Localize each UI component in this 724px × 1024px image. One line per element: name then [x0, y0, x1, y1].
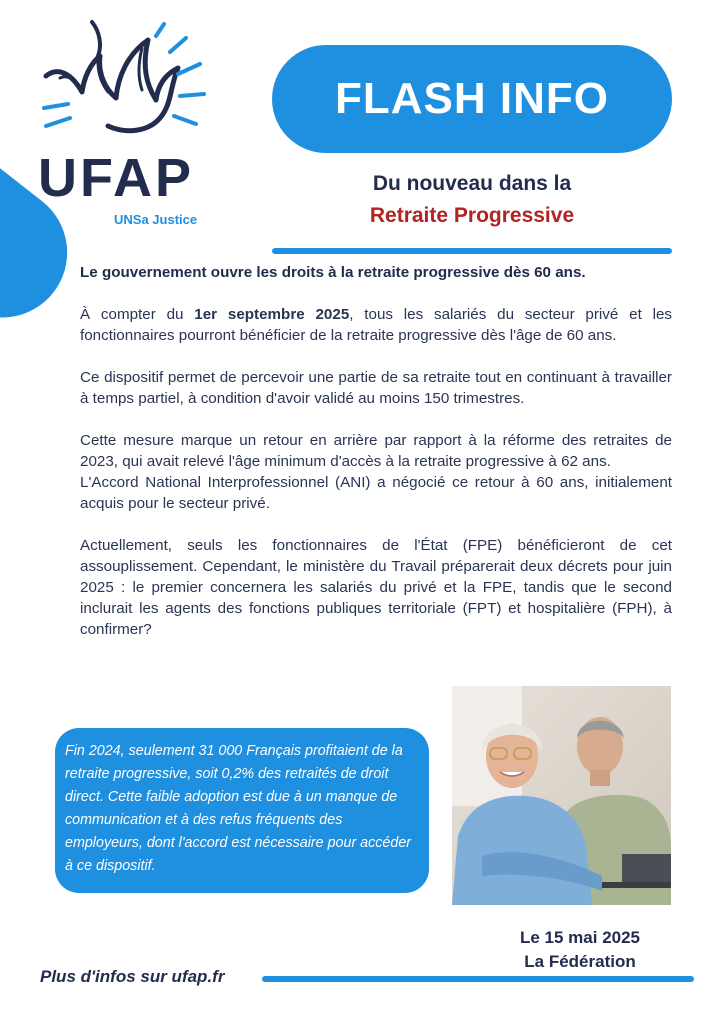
- paragraph-3: Cette mesure marque un retour en arrière par rapport à la réforme des retraites de 2023, qui avait relevé l'âge minimum d'accès à la retraite progressive à 62 ans.: [80, 432, 672, 470]
- publication-date: Le 15 mai 2025: [519, 928, 641, 947]
- logo-subtitle: UNSa Justice: [114, 212, 198, 227]
- ufap-logo: [38, 18, 218, 227]
- paragraph-4: L'Accord National Interprofessionnel (ANI) a négocié ce retour à 60 ans, initialement acquis pour le secteur privé.: [80, 474, 672, 512]
- paragraph-1-intro: À compter du: [80, 306, 195, 323]
- bird-flame-icon: [38, 18, 218, 153]
- paragraph-1-rest: , tous les salariés du secteur privé et les fonctionnaires pourront bénéficier de la retraite progressive dès l'âge de 60 ans.: [80, 306, 673, 344]
- paragraph-1-date: 1er septembre 2025: [194, 306, 350, 323]
- article-body: [80, 262, 672, 661]
- flash-info-badge: FLASH INFO: [272, 45, 672, 153]
- subtitle-line-1: Du nouveau dans la: [372, 172, 572, 195]
- lead-paragraph: Le gouvernement ouvre les droits à la retraite progressive dès 60 ans.: [80, 264, 586, 281]
- signature-block: [480, 926, 680, 974]
- footer-link-text: Plus d'infos sur ufap.fr: [40, 967, 225, 986]
- paragraph-5: Actuellement, seuls les fonctionnaires de l'État (FPE) bénéficieront de cet assouplissement. Cependant, le ministère du Travail préparerait deux décrets pour juin 2025 : le premier concernera les salariés du privé et la FPE, tandis que le second inclurait les agents des fonctions publiques territoriale (FPT) et hospitalière (FPH), à confirmer?: [80, 537, 672, 638]
- photo-illustration: [452, 686, 671, 905]
- paragraph-1: [80, 304, 672, 346]
- subtitle-line-2: Retraite Progressive: [369, 204, 575, 227]
- signature-author: La Fédération: [524, 952, 636, 971]
- retiree-couple-photo: [452, 686, 671, 905]
- logo-wordmark: UFAP: [38, 148, 195, 208]
- statistics-callout: Fin 2024, seulement 31 000 Français profitaient de la retraite progressive, soit 0,2% des retraités de droit direct. Cette faible adoption est due à un manque de communication et à des refus fréquents des employeurs, dont l'accord est nécessaire pour accéder à ce dispositif.: [55, 728, 429, 893]
- header-divider: [272, 248, 672, 254]
- footer-divider: [262, 976, 694, 982]
- paragraph-2: Ce dispositif permet de percevoir une partie de sa retraite tout en continuant à travailler à temps partiel, à condition d'avoir validé au moins 150 trimestres.: [80, 369, 672, 407]
